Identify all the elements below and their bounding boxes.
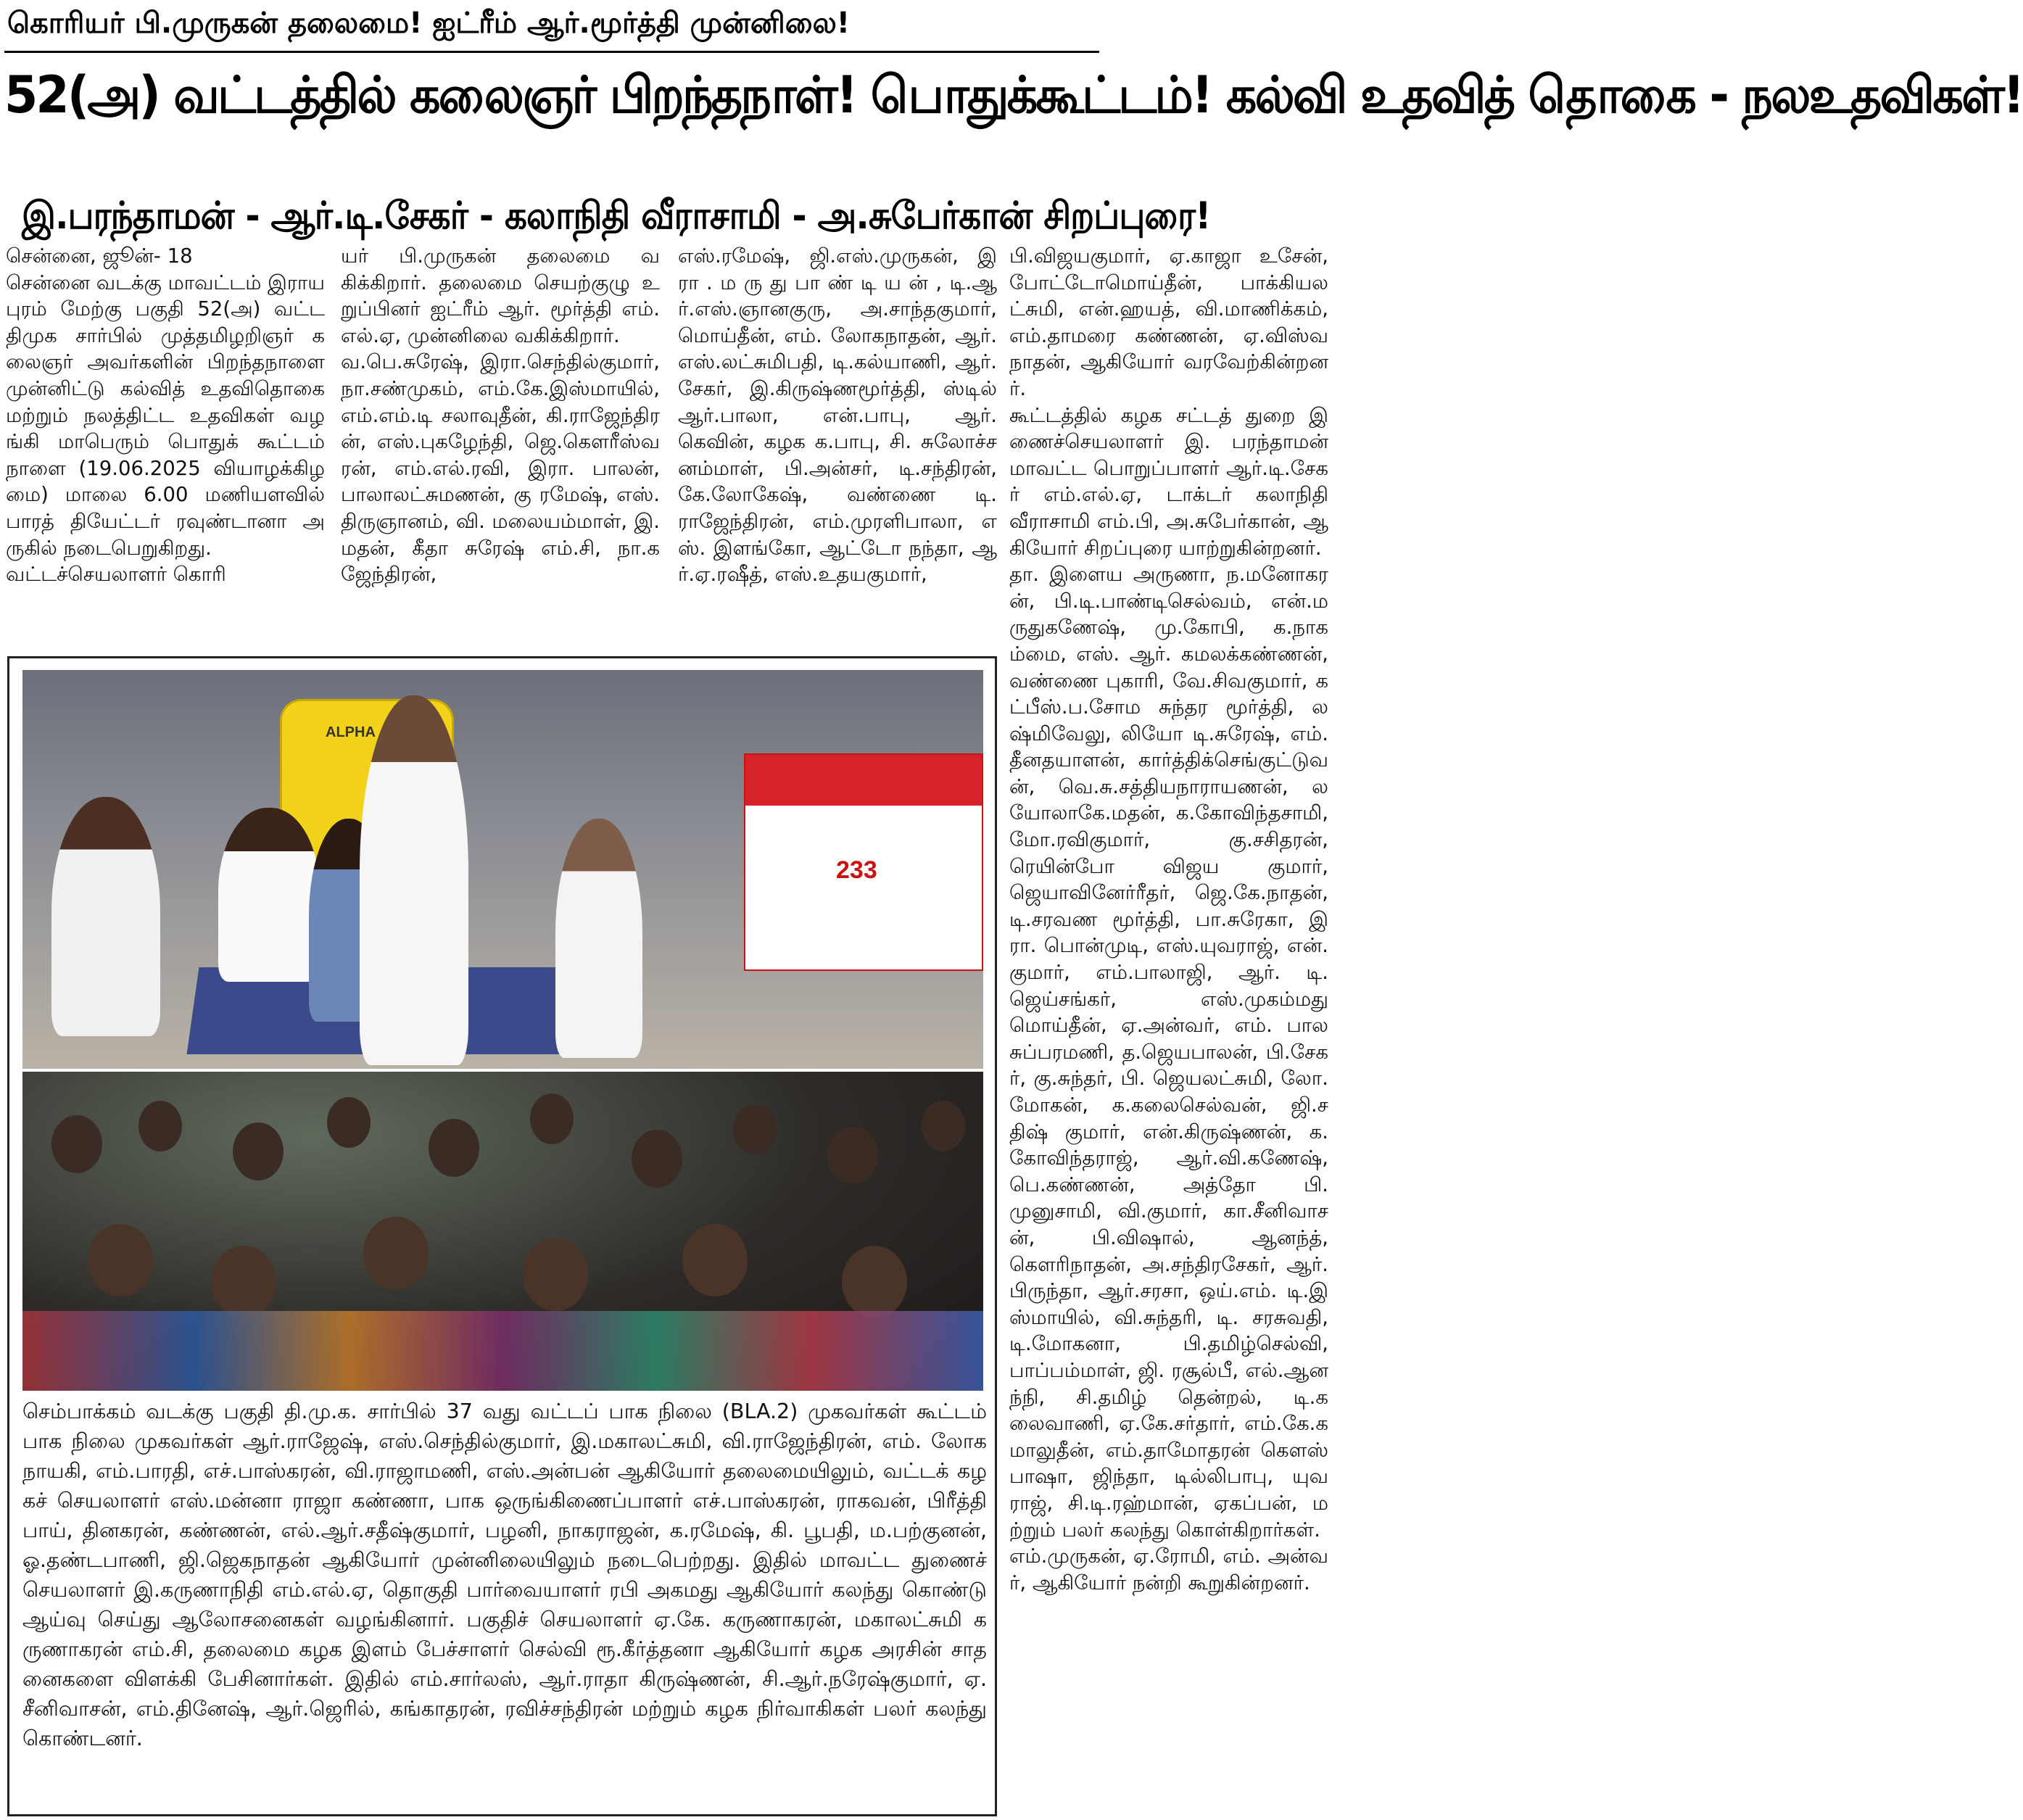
audience-row-colors — [22, 1311, 983, 1391]
kicker-rule — [4, 51, 1099, 53]
photo-caption-box — [7, 656, 997, 1816]
audience-member — [233, 1122, 284, 1180]
elderly-man-right — [555, 819, 642, 1058]
audience-member — [88, 1224, 153, 1296]
audience-member — [211, 1246, 276, 1318]
audience-member — [842, 1246, 907, 1318]
photo-audience — [22, 1072, 983, 1391]
article-column-4: பி.விஜயகுமார், ஏ.காஜா உசேன், போட்டோமொய்தீன், பாக்கியலட்சுமி, என்.ஹயத், வி.மாணிக்கம், எம்.தாமரை கண்ணன், ஏ.விஸ்வநாதன், ஆகியோர் வரவேற்கின்றனர். கூட்டத்தில் கழக சட்டத் துறை இணைச்செயலாளர் இ. பரந்தாமன் மாவட்ட பொறுப்பாளர் ஆர்.டி.சேகர் எம்.எல்.ஏ, டாக்டர் கலாநிதி வீராசாமி எம்.பி, அ.சுபேர்கான், ஆகியோர் சிறப்புரை யாற்றுகின்றனர். தா. இளைய அருணா, ந.மனோகரன், பி.டி.பாண்டிசெல்வம், என்.மருதுகணேஷ், மு.கோபி, க.நாகம்மை, எஸ். ஆர். கமலக்கண்ணன், வண்ணை புகாரி, வே.சிவகுமார், கட்பீஸ்.ப.சோம சுந்தர மூர்த்தி, லஷ்மிவேலு, லியோ டி.சுரேஷ், எம்.தீனதயாளன், கார்த்திக்செங்குட்டுவன், வெ.சு.சத்தியநாராயணன், லயோலாகே.மதன், க.கோவிந்தசாமி, மோ.ரவிகுமார், கு.சசிதரன், ரெயின்போ விஜய குமார், ஜெயாவினேர்ரீதர், ஜெ.கே.நாதன், டி.சரவண மூர்த்தி, பா.சுரேகா, இரா. பொன்முடி, எஸ்.யுவராஜ், என்.குமார், எம்.பாலாஜி, ஆர். டி.ஜெய்சங்கர், எஸ்.முகம்மது மொய்தீன், ஏ.அன்வர், எம். பாலசுப்பரமணி, த.ஜெயபாலன், பி.சேகர், கு.சுந்தர், பி. ஜெயலட்சுமி, லோ.மோகன், க.கலைசெல்வன், ஜி.சதிஷ் குமார், என்.கிருஷ்ணன், க. கோவிந்தராஜ், ஆர்.வி.கணேஷ், பெ.கண்ணன், அத்தோ பி.முனுசாமி, வி.குமார், கா.சீனிவாசன், பி.விஷால், ஆனந்த், கௌரிநாதன், அ.சந்திரசேகர், ஆர். பிருந்தா, ஆர்.சரசா, ஒய்.எம். டி.இஸ்மாயில், வி.சுந்தரி, டி. சரசுவதி, டி.மோகனா, பி.தமிழ்செல்வி, பாப்பம்மாள், ஜி. ரசூல்பீ, எல்.ஆனந்நி, சி.தமிழ் தென்றல், டி.கலைவாணி, ஏ.கே.சர்தார், எம்.கே.கமாலுதீன், எம்.தாமோதரன் கௌஸ் பாஷா, ஜிந்தா, டில்லிபாபு, யுவராஜ், சி.டி.ரஹ்மான், ஏகப்பன், மற்றும் பலர் கலந்து கொள்கிறார்கள். எம்.முருகன், ஏ.ரோமி, எம். அன்வர், ஆகியோர் நன்றி கூறுகின்றனர். — [1009, 244, 1328, 1594]
article-column-3: எஸ்.ரமேஷ், ஜி.எஸ்.முருகன், இ ரா . ம ரு து பா ண் டி ய ன் , டி.ஆர்.எஸ்.ஞானகுரு, அ.சாந்தகுமார், மொய்தீன், எம். லோகநாதன், ஆர்.எஸ்.லட்சுமிபதி, டி.கல்யாணி, ஆர்.சேகர், இ.கிருஷ்ணமூர்த்தி, ஸ்டில் ஆர்.பாலா, என்.பாபு, ஆர். கெவின், கழக க.பாபு, சி. சுலோச்ச னம்மாள், பி.அன்சர், டி.சந்திரன், கே.லோகேஷ், வண்ணை டி.ராஜேந்திரன், எம்.முரளிபாலா, எஸ். இளங்கோ, ஆட்டோ நந்தா, ஆர்.ஏ.ரஷீத், எஸ்.உதயகுமார், — [678, 244, 997, 587]
photo-meeting-stage — [22, 670, 983, 1069]
audience-member — [682, 1224, 748, 1296]
banner-number: 233 — [836, 856, 877, 884]
event-banner — [744, 753, 983, 971]
audience-member — [922, 1101, 965, 1151]
audience-member — [733, 1104, 777, 1155]
audience-member — [51, 1115, 102, 1173]
kicker-headline: கொரியர் பி.முருகன் தலைமை! ஐட்ரீம் ஆர்.மூர்த்தி முன்னிலை! — [7, 7, 851, 40]
audience-member — [327, 1097, 371, 1148]
seated-man-center — [218, 808, 320, 982]
speaker-standing — [360, 695, 468, 1065]
article-column-1: சென்னை, ஜூன்- 18 சென்னை வடக்கு மாவட்டம் இராயபுரம் மேற்கு பகுதி 52(அ) வட்ட திமுக சார்பில் முத்தமிழறிஞர் கலைஞர் அவர்களின் பிறந்தநாளை முன்னிட்டு கல்வித் உதவிதொகை மற்றும் நலத்திட்ட உதவிகள் வழங்கி மாபெரும் பொதுக் கூட்டம் நாளை (19.06.2025 வியாழக்கிழமை) மாலை 6.00 மணியளவில் பாரத் தியேட்டர் ரவுண்டானா அருகில் நடைபெறுகிறது. வட்டச்செயலாளர் கொரி — [6, 244, 325, 587]
tank-label: ALPHA — [326, 724, 376, 740]
photo-caption: செம்பாக்கம் வடக்கு பகுதி தி.மு.க. சார்பில் 37 வது வட்டப் பாக நிலை (BLA.2) முகவர்கள் கூட்டம் பாக நிலை முகவர்கள் ஆர்.ராஜேஷ், எஸ்.செந்தில்குமார், இ.மகாலட்சுமி, வி.ராஜேந்திரன், எம். லோகநாயகி, எம்.பாரதி, எச்.பாஸ்கரன், வி.ராஜாமணி, எஸ்.அன்பன் ஆகியோர் தலைமையிலும், வட்டக் கழகச் செயலாளர் எஸ்.மன்னா ராஜா கண்ணா, பாக ஒருங்கிணைப்பாளர் எச்.பாஸ்கரன், ராகவன், பிரீத்தி பாய், தினகரன், கண்ணன், எல்.ஆர்.சதீஷ்குமார், பழனி, நாகராஜன், க.ரமேஷ், கி. பூபதி, ம.பற்குனன், ஓ.தண்டபாணி, ஜி.ஜெகநாதன் ஆகியோர் முன்னிலையிலும் நடைபெற்றது. இதில் மாவட்ட துணைச் செயலாளர் இ.கருணாநிதி எம்.எல்.ஏ, தொகுதி பார்வையாளர் ரபி அகமது ஆகியோர் கலந்து கொண்டு ஆய்வு செய்து ஆலோசனைகள் வழங்கினார். பகுதிச் செயலாளர் ஏ.கே. கருணாகரன், மகாலட்சுமி கருணாகரன் எம்.சி, தலைமை கழக இளம் பேச்சாளர் செல்வி ரூ.கீர்த்தனா ஆகியோர் கழக அரசின் சாதனைகளை விளக்கி பேசினார்கள். இதில் எம்.சார்லஸ், ஆர்.ராதா கிருஷ்ணன், சி.ஆர்.நரேஷ்குமார், ஏ.சீனிவாசன், எம்.தினேஷ், ஆர்.ஜெரில், கங்காதரன், ரவிச்சந்திரன் மற்றும் கழக நிர்வாகிகள் பலர் கலந்து கொண்டனர். — [22, 1399, 987, 1750]
audience-member — [523, 1238, 588, 1311]
audience-member — [138, 1101, 182, 1151]
audience-member — [429, 1119, 479, 1177]
audience-member — [363, 1217, 429, 1289]
audience-member — [827, 1126, 878, 1184]
audience-member — [530, 1093, 574, 1144]
banner-red-strip — [745, 755, 982, 806]
sub-headline: இ.பரந்தாமன் - ஆர்.டி.சேகர் - கலாநிதி வீராசாமி - அ.சுபேர்கான் சிறப்புரை! — [22, 194, 1211, 238]
main-headline: 52(அ) வட்டத்தில் கலைஞர் பிறந்தநாள்! பொதுக்கூட்டம்! கல்வி உதவித் தொகை - நலஉதவிகள்! — [4, 65, 2023, 125]
audience-member — [632, 1130, 682, 1188]
article-column-2: யர் பி.முருகன் தலைமை வகிக்கிறார். தலைமை செயற்குழு உறுப்பினர் ஐட்ரீம் ஆர். மூர்த்தி எம்.எல்.ஏ, முன்னிலை வகிக்கிறார். வ.பெ.சுரேஷ், இரா.செந்தில்குமார், நா.சண்முகம், எம்.கே.இஸ்மாயில், எம்.எம்.டி சலாவுதீன், கி.ராஜேந்திரன், எஸ்.புகழேந்தி, ஜெ.கௌரீஸ்வரன், எம்.எல்.ரவி, இரா. பாலன், பாலாலட்சுமணன், கு ரமேஷ், எஸ்.திருஞானம், வி. மலையம்மாள், இ.மதன், கீதா சுரேஷ் எம்.சி, நா.கஜேந்திரன், — [341, 244, 660, 587]
seated-man-left — [51, 797, 160, 1036]
